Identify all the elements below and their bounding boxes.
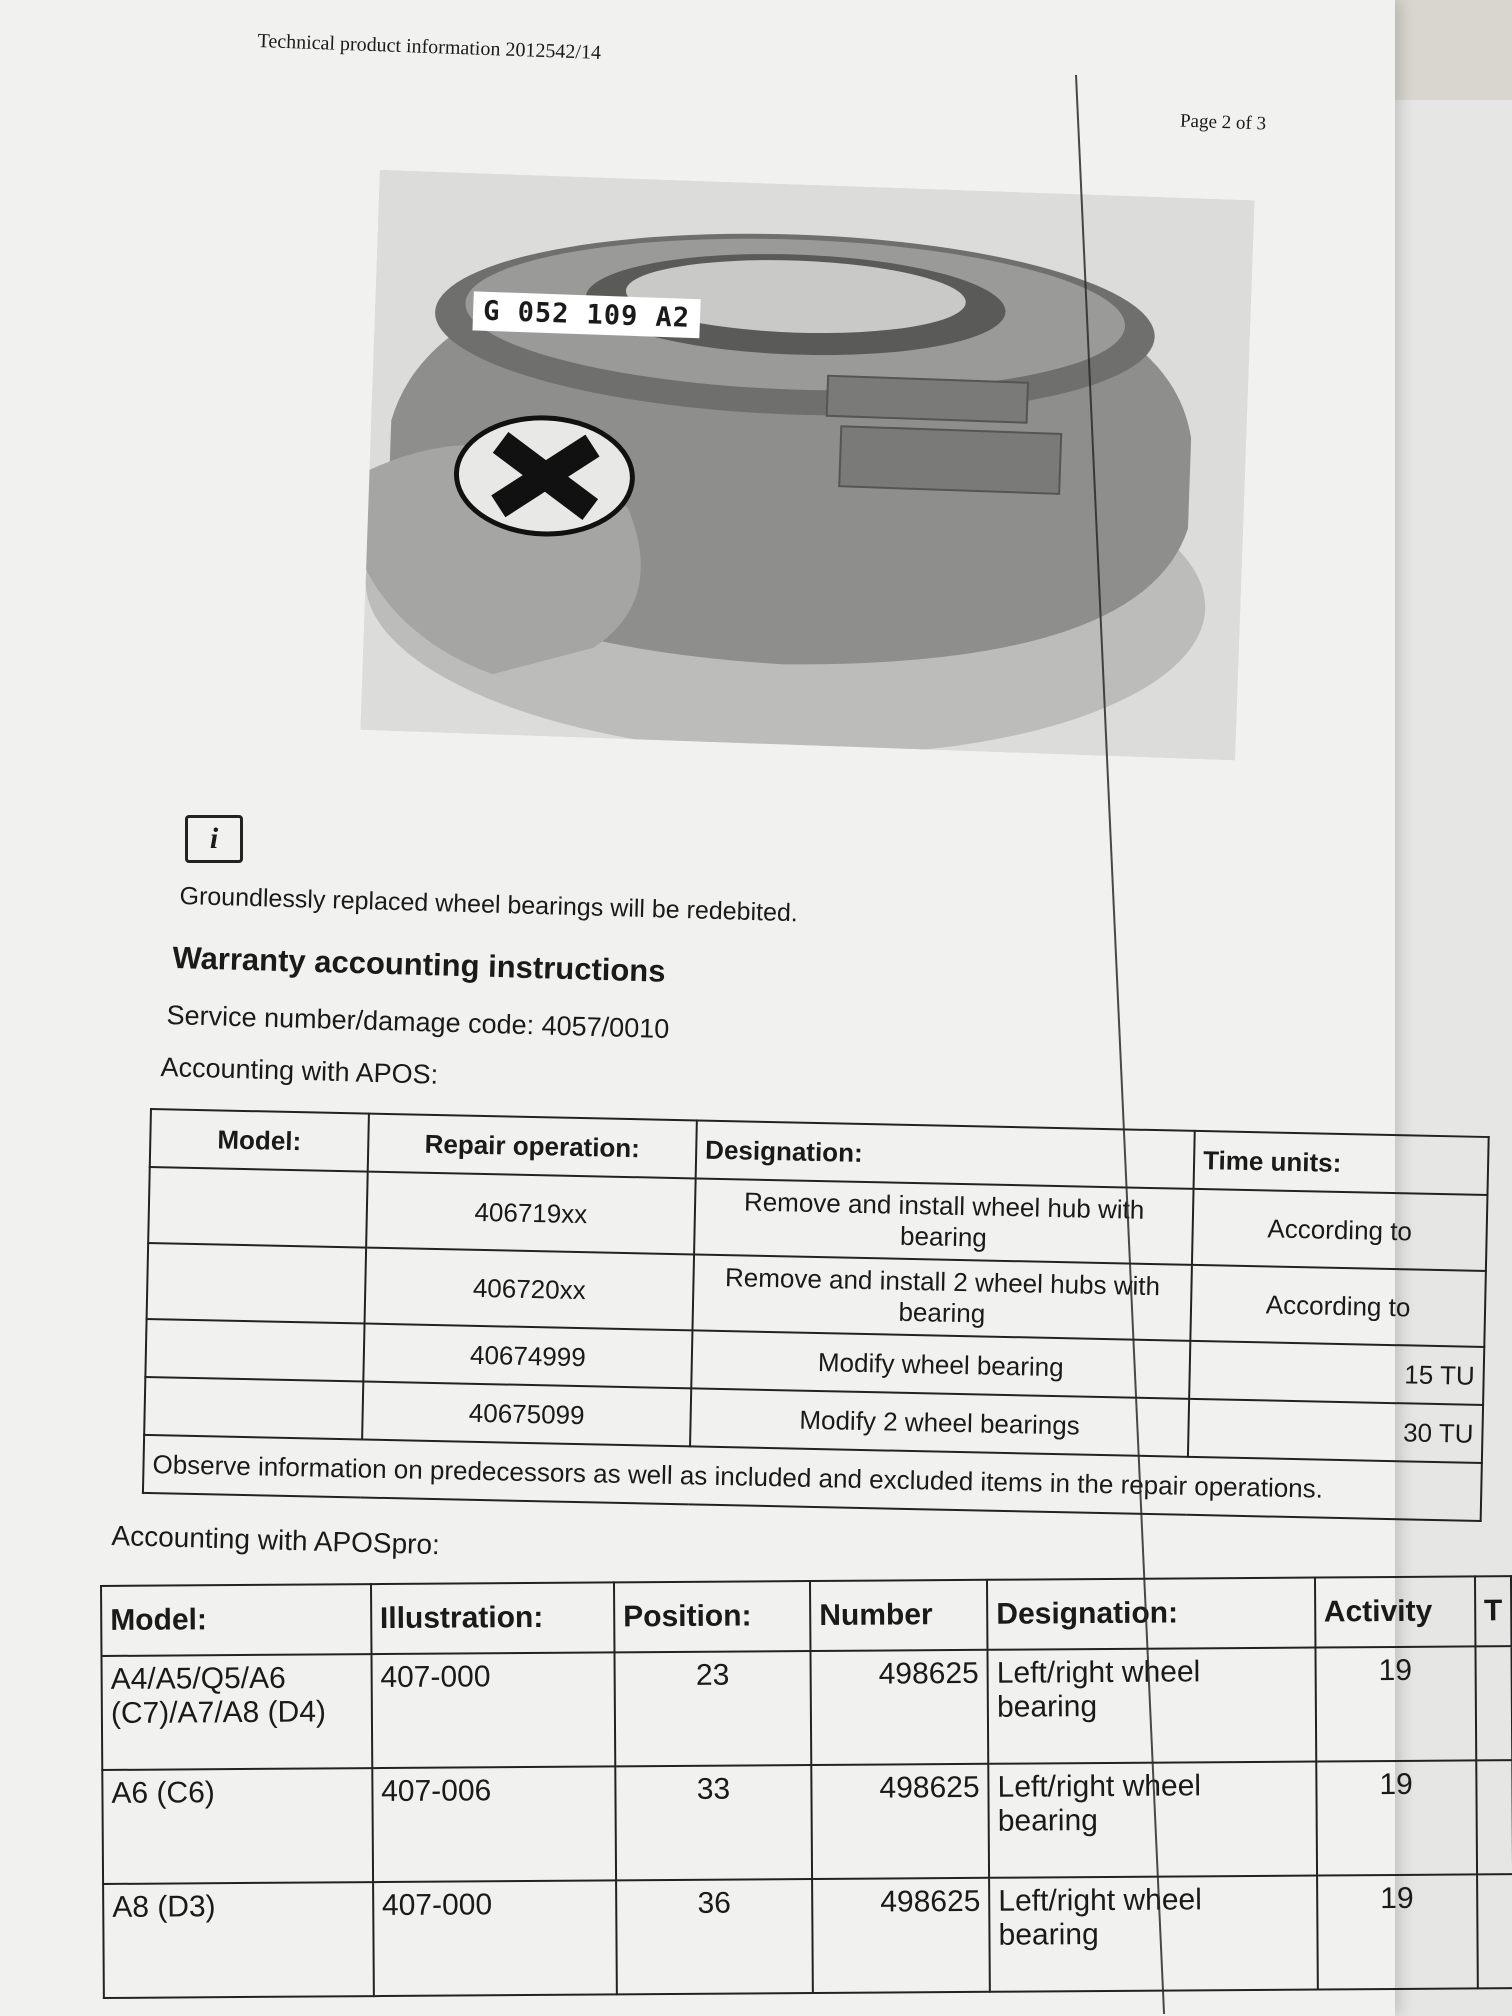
column-header: T (1475, 1576, 1512, 1646)
designation-cell: Left/right wheel bearing (988, 1762, 1316, 1878)
repair-op-cell: 40674999 (363, 1324, 692, 1389)
illustration-cell: 407-006 (372, 1766, 616, 1882)
repair-op-cell: 406720xx (365, 1248, 695, 1331)
column-header: Model: (150, 1109, 369, 1172)
apospro-table (100, 1575, 1512, 1999)
service-number-line: Service number/damage code: 4057/0010 (166, 1000, 670, 1045)
designation-cell: Remove and install 2 wheel hubs with bearing (692, 1254, 1191, 1340)
model-cell: A4/A5/Q5/A6 (C7)/A7/A8 (D4) (101, 1654, 372, 1770)
model-cell: A6 (C6) (102, 1768, 373, 1884)
page-number: Page 2 of 3 (1179, 110, 1267, 135)
model-cell (144, 1377, 363, 1440)
illustration-cell: 407-000 (371, 1652, 615, 1768)
wheel-bearing-illustration (360, 170, 1254, 760)
activity-cell: 19 (1317, 1874, 1478, 1989)
time-units-cell: 30 TU (1188, 1399, 1483, 1463)
designation-cell: Modify wheel bearing (691, 1330, 1190, 1398)
column-header: Time units: (1194, 1131, 1489, 1195)
notice-text: Groundlessly replaced wheel bearings will be redebited. (179, 882, 799, 928)
table-note: Observe information on predecessors as well as included and excluded items in the repair operations. (143, 1435, 1482, 1521)
model-cell (148, 1167, 368, 1248)
part-number-label: G 052 109 A2 (472, 291, 700, 338)
apos-table (142, 1108, 1490, 1522)
column-header: Repair operation: (368, 1114, 697, 1179)
time-units-cell: According to (1192, 1189, 1488, 1271)
table-row (102, 1760, 1512, 1884)
designation-cell: Modify 2 wheel bearings (690, 1388, 1189, 1456)
t-cell (1476, 1760, 1512, 1874)
designation-cell: Remove and install wheel hub with bearing (694, 1178, 1193, 1264)
activity-cell: 19 (1315, 1646, 1476, 1761)
time-units-cell: 15 TU (1189, 1341, 1484, 1405)
number-cell: 498625 (812, 1878, 990, 1993)
number-cell: 498625 (811, 1764, 989, 1879)
table-row (103, 1874, 1512, 1998)
column-header: Activity (1315, 1576, 1476, 1647)
section-heading: Warranty accounting instructions (172, 940, 666, 989)
repair-op-cell: 406719xx (366, 1172, 696, 1255)
column-header: Illustration: (371, 1582, 615, 1654)
column-header: Position: (614, 1581, 811, 1652)
table-header-row (101, 1576, 1511, 1656)
illustration-cell: 407-000 (373, 1880, 617, 1996)
activity-cell: 19 (1316, 1760, 1477, 1875)
apos-label: Accounting with APOS: (160, 1052, 439, 1090)
t-cell (1477, 1874, 1512, 1988)
column-header: Number (810, 1580, 988, 1651)
wheel-bearing-photo (360, 170, 1254, 760)
column-header: Designation: (987, 1578, 1315, 1650)
column-header: Model: (101, 1584, 371, 1656)
position-cell: 33 (615, 1765, 812, 1880)
table-row (101, 1646, 1512, 1770)
info-icon: i (185, 815, 243, 863)
apospro-label: Accounting with APOSpro: (111, 1520, 441, 1561)
column-header: Designation: (696, 1120, 1195, 1188)
model-cell (147, 1243, 367, 1324)
repair-op-cell: 40675099 (362, 1382, 691, 1447)
t-cell (1475, 1646, 1512, 1760)
designation-cell: Left/right wheel bearing (988, 1648, 1316, 1764)
model-cell (145, 1319, 364, 1382)
time-units-cell: According to (1190, 1265, 1486, 1347)
document-header-title: Technical product information 2012542/14 (257, 30, 602, 64)
designation-cell: Left/right wheel bearing (989, 1876, 1317, 1992)
model-cell: A8 (D3) (103, 1882, 374, 1998)
position-cell: 23 (614, 1651, 811, 1766)
number-cell: 498625 (811, 1650, 989, 1765)
position-cell: 36 (616, 1879, 813, 1994)
